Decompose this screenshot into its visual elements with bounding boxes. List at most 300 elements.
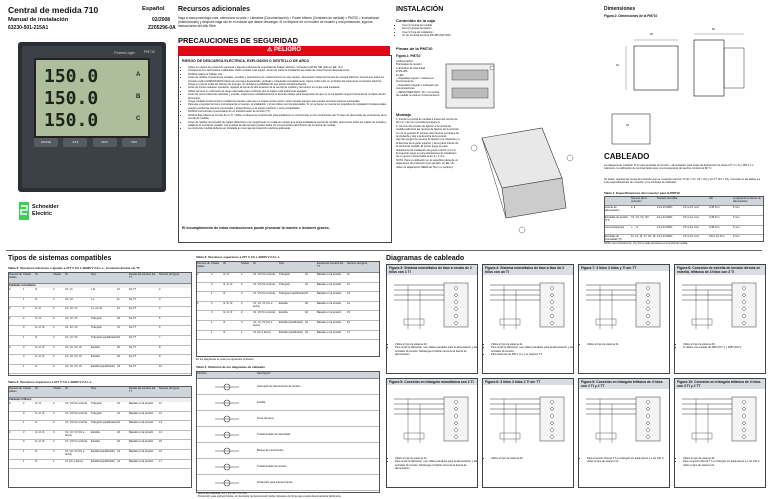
table-cell: 3 (211, 301, 213, 305)
cableado-note: Se deben respetar las tomas de precisión que se muestran para los TI (S1 = X1, S2 = X2) y los TT (P1 = P1). Consulte en las tablas 1 a 4 las especificaciones de conexión y los símbolos de cableado. (604, 178, 761, 185)
tabla1-header: Número de la conexión (631, 197, 647, 203)
table-cell: V1, V3 (V2 a tierra) (65, 402, 88, 405)
table-row (9, 412, 191, 422)
phase-label-a: A (136, 72, 141, 78)
table-cell: 3 (23, 430, 25, 434)
dim-depth: 50 (712, 28, 715, 31)
table-cell: 31 (117, 326, 120, 330)
symbol-description: Transformador de tensión (257, 465, 287, 468)
symbol-note: Protección para sobrecorriente: el interruptor de desconexión debe colocarse de forma que pueda desconectarse fácilmente. (198, 495, 342, 498)
pieza-item: —Parpadea irregular = indicación de comunicaciones (396, 83, 439, 91)
table-cell: Basado en la tensión (129, 440, 154, 444)
table-cell: V1, Vn (65, 288, 73, 291)
table-cell: 3 (211, 311, 213, 315)
table-cell: 1 (23, 335, 25, 339)
doc-date: 02/2008 (152, 17, 171, 23)
table-cell: 13 (347, 292, 350, 296)
table-cell: V1, V2 (65, 297, 73, 301)
wiring-symbol-icon (197, 414, 257, 424)
wiring-symbol-icon (197, 462, 257, 472)
page-divider (6, 250, 762, 251)
dim-height: 92 (616, 64, 619, 67)
wiring-diagram (578, 264, 670, 374)
tabla3b: Número de cables Chasis ID Chasis ID Tipo Escala del primario del TT Número de figura 3 2 I1, I3 2 V1, V3 (V2 a tierra) Triángulo 31 Basado en la tensión 11 3 I1, I2, I3 2 V1, V3 (V2 a tierra) Triángulo 31 Basado en la tensión 12 1 I1 2 V1, V3 (V2 a tierra) Triángulo (equilibrado) 32 Basado en la tensión 13 4 3 I1, I2, I3 3 V1, V2, V3 (Vn a tierra) Estrella 40 Basado en la tensión 14 3 I1, I2, I3 2 V1, V3 (Vn a tierra) Estrella 42 Basado en la tensión 15 1 I1 3 V1, V2, V3 (Vn a tierra) Estrella (equilibrado) 44 Basado en la tensión 16 1 I1 1 V1 (Vn a tierra) Estrella (equilibrado) 44 Basado en la tensión 17 (196, 261, 380, 357)
cableado-intro: La categoría de medición III es para entradas de tensión y alimentación para redes de distribución de hasta 277 V L-N y 480 V L-L. Asimismo, la calibración de terminal debe tener una temperatura de servicio mínima de 80 °C. (604, 164, 755, 171)
device-button-min[interactable]: MIN (122, 138, 146, 147)
wiring-schematic (580, 393, 668, 453)
table-row: Entradas de intensidad (TI) 11, 12, 13, 17, 18, 19 12 a 24 AWG 2,5 a 4,0 mm² 0,8 a 1,0 N·m 6 mm (605, 235, 740, 241)
table-row (9, 336, 191, 346)
table-cell: Triángulo (91, 316, 102, 320)
table-cell: 15 (159, 440, 162, 444)
wiring-schematic (484, 279, 572, 339)
table-cell: 31 (117, 402, 120, 405)
table-row (9, 355, 191, 365)
table-cell: Basado en la tensión (129, 421, 154, 425)
wiring-note: • Utilice el tipo de sistema 31. (587, 343, 671, 346)
table-cell: I1, I3 (35, 316, 41, 320)
table-cell: Basado en la tensión (129, 449, 154, 453)
table-cell: 1 (53, 459, 55, 463)
table-cell: 6 (159, 326, 161, 330)
tabla1-caption: Tabla 1: Especificaciones del conector para la PM710 (604, 191, 680, 195)
table-cell: Basado en la tensión (129, 430, 154, 434)
table-cell: 11 (159, 402, 162, 405)
wiring-schematic (580, 279, 668, 339)
table-cell (197, 331, 211, 340)
table-cell: V1, V2, V3 (Vn a tierra) (253, 301, 273, 308)
table-cell: 2 (53, 297, 55, 301)
table-cell: I1, I3 (223, 273, 229, 276)
table-cell: Basado en la tensión (317, 282, 342, 286)
table-cell: Basado en la tensión (317, 273, 342, 276)
table-cell: Triángulo (91, 411, 102, 415)
wiring-diagram-notes (389, 457, 479, 471)
symbol-description: Interruptor de desconexión de tensión (257, 385, 301, 388)
table-cell: V1, V2, V3 (Vn a tierra) (65, 430, 85, 437)
table-cell: V1, V2, V3, Vn (65, 364, 83, 368)
wiring-note: • Utilice el tipo de sistema 11. (491, 343, 575, 346)
meter-rear-figure (442, 60, 500, 112)
table-cell: 30 (117, 316, 120, 320)
table-cell: 31 (305, 282, 308, 286)
table-row (9, 431, 191, 441)
table-cell (9, 421, 23, 430)
table-cell: 1 (23, 297, 25, 301)
danger-item: • Antes de realizar inspecciones visuales, pruebas y operaciones de mantenimiento en este equipo, desconecte todas las fuentes de energía eléctrica. Asuma que todos los circuitos están ALIMENTADOS hasta que los haya desactivado, probado y etiquetado completamente. Fíjese sobre todo en el diseño del sistema de suministro eléctrico. Tenga en cuenta todas las fuentes de energía, sin olvidar la posibilidad de que exista retroalimentación. (188, 76, 388, 86)
table-cell: 2 (241, 273, 243, 276)
table-cell: Basado en la tensión (317, 292, 342, 296)
symbols-note: En los diagramas se usan los siguientes símbolos: (196, 358, 255, 361)
table-cell: 2 (23, 402, 25, 405)
table-row (9, 298, 191, 308)
table-cell: 2 (241, 282, 243, 286)
table-cell: V1, V3 (V2 a tierra) (253, 273, 276, 276)
table-cell: I1 (35, 449, 38, 453)
table-cell: 32 (117, 421, 120, 425)
contenido-item: • Una (1) central de medida (402, 24, 502, 27)
table-cell: 4 (9, 345, 11, 349)
table-cell: No TT (129, 364, 137, 368)
table-cell: I1 (35, 288, 38, 291)
table-cell: V1, V3 (V2 a tierra) (253, 282, 276, 286)
tabla2-caption: Tabla 2: Tensiones inferiores o iguales a 277 V CA L-N/480 V CA L-L. Conexión directa sin TT (8, 266, 140, 270)
display-row-3: 150.0 (44, 110, 99, 131)
pieza-item: —Parpadea regular = sistema en funcionamiento (396, 77, 435, 84)
table-cell: 12 (347, 282, 350, 286)
table-cell: 3 (159, 297, 161, 301)
table-cell: 4 (197, 301, 199, 305)
table-cell: 44 (117, 364, 120, 368)
dimensiones-title: Dimensiones (604, 6, 636, 12)
table-cell: 10 (117, 288, 120, 291)
tabla3: Número de cables Chasis ID Chasis ID Tipo Escala del primario del TT Número de figura Cableado trifásico 3 2 I1, I3 2 V1, V3 (V2 a tierra) Triángulo 31 Basado en la tensión 11 3 I1, I2, I3 2 V1, V3 (V2 a tierra) Triángulo 31 Basado en la tensión 12 1 I1 2 V1, V3 (V2 a tierra) Triángulo (equilibrado) 32 Basado en la tensión 13 4 3 I1, I2, I3 3 V1, V2, V3 (Vn a tierra) Estrella 40 Basado en la tensión 14 3 I1, I2, I3 2 V1, V3 (Vn a tierra) Estrella 42 Basado en la tensión 15 1 I1 3 V1, V2, V3 (Vn a tierra) Estrella (equilibrado) 44 Basado en la tensión 16 1 I1 1 V1 (Vn a tierra) Estrella (equilibrado) 44 Basado en la tensión 17 (8, 386, 192, 488)
contenido-item: • Una (1) hoja de instalación (402, 31, 502, 34)
table-cell: I1 (35, 364, 38, 368)
table-cell: 44 (117, 459, 120, 463)
wiring-note: • Para omitir la distorsión, use cables paralelos para la alimentación y las entradas de tensión. Mantenga el fusible cerca de la fuente de alimentación. (395, 460, 479, 470)
table-cell: 2 (23, 316, 25, 320)
table-cell: 31 (117, 411, 120, 415)
montaje-step: NOTA: Para su utilización en la superficie plana de un alojamiento de protección (por ejemplo, en EE. UU. utilice un alojamiento NEMA de Tipo 1 o superior). (396, 158, 458, 169)
table-cell: I1 (223, 330, 226, 334)
table-row (9, 317, 191, 327)
table-cell: 42 (117, 440, 120, 444)
table-cell (9, 298, 23, 307)
pieza-item: D RS-485 (396, 70, 408, 74)
table-row (9, 421, 191, 431)
danger-item: • NUNCA deje abierto el circuito de un TI. Utilice un bloque de cortocircuito para establecer un cortocircuito en los conductores del TI antes de desmontar las conexiones de la central de medida. (188, 114, 388, 121)
pieza-item: B Entradas de tensión (396, 63, 422, 67)
wiring-diagram-notes (485, 457, 575, 460)
table-cell: 2 (9, 288, 11, 291)
wiring-note: • Utilice el tipo de sistema 10. (395, 343, 479, 346)
table-cell: 5 (159, 316, 161, 320)
table-row (197, 283, 379, 293)
table-cell: Basado en la tensión (317, 320, 342, 324)
wiring-note: • Para conexión directa TT en triángulo sin aislamiento L-L de 120 V, utilice el tipo de sistema 31. (683, 460, 767, 467)
wiring-symbol-icon (197, 430, 257, 440)
wiring-note: • Utilice el tipo de sistema 40. (683, 343, 767, 346)
power-meter-image (18, 42, 166, 192)
table-cell: 8 (159, 345, 161, 349)
table-cell: I1, I2, I3 (35, 440, 45, 444)
wiring-schematic (388, 279, 476, 339)
table-cell: L-L con N (91, 307, 103, 311)
table-cell: I1, I2, I3 (223, 311, 233, 315)
table-cell: I1 (223, 320, 226, 324)
table-cell: 44 (305, 330, 308, 334)
danger-item: • Utilice un equipo de protección personal y siga las prácticas de seguridad de trabajo eléctrico. Consulte la NFPA 70E (sólo en EE. UU.). (188, 66, 388, 69)
table-cell (9, 450, 23, 459)
table-cell: 3 (211, 282, 213, 286)
table-row (9, 402, 191, 412)
recursos-title: Recursos adicionales (178, 6, 250, 13)
tabla3b-caption: Tabla 3: Tensiones superiores a 277 V CA L-N/480 V CA L-L (196, 255, 281, 259)
table-row (197, 273, 379, 283)
table-cell: I1, I2, I3 (35, 326, 45, 330)
table-cell: Triángulo (279, 273, 290, 276)
table-cell: 17 (159, 459, 162, 463)
table-cell: I1 (35, 459, 38, 463)
table-row (9, 346, 191, 356)
dim-width: 96 (650, 33, 653, 36)
tabla4-caption: Tabla 4: Símbolos de los diagramas de cableado (196, 365, 265, 369)
table-cell: 1 (211, 292, 213, 296)
table-cell: 3 (23, 345, 25, 349)
table-cell: 2 (241, 292, 243, 296)
tabla1-header: Tamaño del cable (657, 197, 678, 200)
tabla1-header: Longitud de la fuente de alimentación (733, 197, 761, 203)
piezas-list (396, 60, 440, 97)
table-cell: Estrella (91, 440, 100, 444)
table-row (197, 331, 379, 341)
symbol-row (197, 427, 379, 443)
table-cell: I1 (35, 297, 38, 301)
table-cell (9, 326, 23, 335)
wiring-note: • Utilice el tipo de sistema 12. (395, 457, 479, 460)
table-cell: 40 (305, 301, 308, 305)
symbol-note: Marca de polaridad. S1 = X1, S2 = X2, etc. (198, 492, 248, 495)
table-cell: Basado en la tensión (129, 459, 154, 463)
device-display (34, 58, 150, 138)
table-cell: 16 (159, 449, 162, 453)
tabla1-header: Par (709, 197, 714, 200)
doc-code: 63230-501-215A1 (8, 25, 49, 31)
table-cell (9, 355, 23, 364)
table-cell: I1, I2, I3 (35, 411, 45, 415)
precauciones-title: PRECAUCIONES DE SEGURIDAD (178, 36, 299, 45)
table-cell: I1, I2, I3 (35, 355, 45, 359)
table-cell: 3 (53, 355, 55, 359)
table-cell: 3 (53, 345, 55, 349)
table-cell: 1 (23, 421, 25, 425)
table-cell: 2 (211, 273, 213, 276)
wiring-diagram-title: Figura 8: Conexión de estrella de tensión directa en estrella, trifásica de 4 hilos con 3 TI (675, 265, 765, 275)
contenido-item: • Un (1) terminal de línea RS-485 (MCT2W) (402, 34, 502, 37)
tabla4: Símbolo Descripción Interruptor de desconexión de tensión Fusible Toma de tierra Transformador de intensidad Bloque de cortocircuito Transformador de tensión Protección para sobrecorriente Marca de polaridad. S1 = X1, S2 = X2, etc. Protección para sobrecorriente: el interruptor de desconexión debe colocarse de forma que pueda desconectarse fácilmente. (196, 371, 380, 493)
table-cell (9, 365, 23, 374)
table-cell: 3 (241, 301, 243, 305)
tabla2-section: Cableado monofásico (9, 284, 191, 288)
montaje-title: Montaje (396, 112, 412, 117)
table-cell: 3 (23, 326, 25, 330)
table-cell: 40 (117, 345, 120, 349)
piezas-title: Piezas de la PM710 (396, 46, 433, 51)
table-cell: Estrella (equilibrado) (91, 459, 115, 463)
wiring-diagram-title: Figura 9: Conexión en triángulo trifásica de 3 hilos con 2 TI y 2 TT (579, 379, 669, 389)
table-cell: 14 (159, 430, 162, 434)
table-cell: 3 (9, 316, 11, 320)
table-cell: 4 (159, 307, 161, 311)
table-cell: V1, V2, V3 (Vn a tierra) (253, 320, 273, 327)
wiring-diagram-title: Figura 3: Sistema monofásico de fase a neutro de 2 hilos con 1 TI (387, 265, 477, 275)
symbol-description: Bloque de cortocircuito (257, 449, 284, 452)
danger-risk: RIESGO DE DESCARGA ELÉCTRICA, EXPLOSIÓN O DESTELLO DE ARCO (182, 59, 310, 63)
table-cell: 40 (117, 430, 120, 434)
table-cell: 3 (53, 430, 55, 434)
montaje-step: 1. Inserte la central de medida a través del recorte de 92 mm x 92 mm (consulte la Figura 2). (396, 118, 458, 125)
instalacion-title: INSTALACIÓN (396, 6, 444, 13)
danger-item: • Antes de realizar una prueba de rigidez dieléctrica o de megóhmetro en cualquier equipo que tenga instalada la central de medida, desconecte todos los cables de entrada y salida de la central de medida. Las pruebas de alta tensión pueden dañar los componentes electrónicos de la central de medida. (188, 121, 388, 128)
tipos-title: Tipos de sistemas compatibles (8, 255, 112, 262)
device-button-max[interactable]: MAX (93, 138, 117, 147)
danger-item: • NUNCA cortocircuite el secundario de un transformador de tensión (TT). (188, 110, 388, 113)
wiring-note: • Utilice el tipo de sistema 31. (683, 457, 767, 460)
table-cell: 2 (53, 411, 55, 415)
contenido-list (396, 24, 502, 38)
table-cell: 15 (347, 311, 350, 315)
table-cell: V1 (Vn a tierra) (65, 459, 83, 463)
wiring-schematic (676, 393, 764, 453)
wiring-diagram (386, 378, 478, 488)
table-cell: 11 (347, 273, 350, 276)
table-cell: Basado en la tensión (317, 330, 342, 334)
table-cell: Triángulo (279, 282, 290, 286)
wiring-schematic (484, 393, 572, 453)
table-cell: V1, V2, V3 (65, 335, 78, 339)
table-cell: Estrella (equilibrado) (91, 449, 115, 453)
table-cell: 12 (159, 411, 162, 415)
table-cell: 3 (9, 402, 11, 405)
phase-label-b: B (136, 94, 141, 100)
tabla2: Número de cables Chasis ID Chasis ID Tipo Escala del primario del TT Número de figura Cableado monofásico 2 1 I1 2 V1, Vn L-N 10 No TT 2 1 I1 2 V1, V2 L-L 11 No TT 3 3 2 I1, I2 3 V1, V2, Vn L-L con N 12 No TT 4 3 2 I1, I3 3 V1, V2, V3 Triángulo 30 No TT 5 3 I1, I2, I3 3 V1, V2, V3 Triángulo 31 No TT 6 1 I1 3 V1, V2, V3 Triángulo (equilibrado) 32 No TT 7 4 3 I1, I2, I3 3 V1, V2, V3, Vn Estrella 40 No TT 8 3 I1, I2, I3 3 V1, V2, V3, Vn Estrella 40 No TT 9 1 I1 3 V1, V2, V3, Vn Estrella (equilibrado) 44 No TT 10 (8, 272, 192, 376)
device-button-phase[interactable]: PHASE (34, 138, 58, 147)
table-row: Comunicaciones +, -, S 12 a 24 AWG 2,5 a 4,0 mm² 0,48 N·m 6 mm (605, 226, 763, 235)
table-cell: No TT (129, 307, 137, 311)
wiring-diagram-notes (485, 343, 575, 357)
table-cell: I1 (35, 335, 38, 339)
danger-item: • Antes de iniciar cualquier operación, apague la fuente de alimentación de la central de medida y del equipo en el que está instalada. (188, 86, 388, 89)
table-cell: V1, V3 (Vn a tierra) (65, 440, 88, 444)
montaje-step: Hay dos juegos de ranuras de fijación a la izquierda y a la derecha de la parte superior y de la parte inferior de la central de medida. El primer juego es para ubicaciones de instalación de grosor inferior a 3 mm. (396, 138, 460, 152)
table-cell: Basado en la tensión (129, 411, 154, 415)
danger-list (182, 66, 388, 131)
table-cell (9, 460, 23, 469)
table-cell (197, 311, 211, 320)
table-cell: 2 (53, 288, 55, 291)
table-row (9, 326, 191, 336)
table-cell: 2 (53, 440, 55, 444)
doc-title: Central de medida 710 (8, 5, 99, 15)
table-cell: No TT (129, 297, 137, 301)
doc-ref: Z205296-0A (148, 25, 176, 31)
table-cell: Triángulo (equilibrado) (91, 421, 117, 425)
table-cell: Estrella (91, 430, 100, 434)
table-cell: Basado en la tensión (129, 402, 154, 405)
contenido-title: Contenido de la caja (396, 18, 435, 23)
table-cell: I1 (35, 421, 38, 425)
pieza-item: —DESCONECTADO: Sin = la central de medida no está en funcionamiento (396, 90, 440, 98)
wiring-diagram-notes (677, 343, 767, 350)
table-cell: 3 (53, 326, 55, 330)
wiring-note: • Para omitir la distorsión, use cables paralelos para la alimentación y las entradas de tensión. Mantenga el fusible cerca de la fuente de alimentación. (395, 346, 479, 356)
table-cell: Triángulo (equilibrado) (279, 292, 305, 296)
table-cell: 2 (53, 421, 55, 425)
table-cell: 1 (23, 459, 25, 463)
doc-language: Español (142, 6, 165, 12)
wiring-diagram (674, 264, 766, 374)
wiring-diagram (674, 378, 766, 488)
table-cell: 12 (117, 307, 120, 311)
cableado-title: CABLEADO (604, 152, 650, 161)
pieza-item: C Entradas de intensidad (396, 66, 426, 70)
table-row (9, 365, 191, 375)
phase-label-c: C (136, 116, 141, 122)
table-row: Fuente de alimentación 1, 2 12 a 24 AWG 2,5 a 4,0 mm² 0,48 N·m 6 mm (605, 206, 763, 216)
table-cell: 1 (241, 330, 243, 334)
table-cell: 1 (23, 364, 25, 368)
device-button-2[interactable]: 2/13 (63, 138, 87, 147)
table-cell: V1, V2, Vn (65, 307, 78, 311)
symbol-row (197, 475, 379, 491)
wiring-diagram-notes (389, 343, 479, 357)
table-cell (197, 283, 211, 292)
table-cell: V1, V2, V3 (65, 316, 78, 320)
table-cell: 3 (241, 320, 243, 324)
table-cell: No TT (129, 355, 137, 359)
danger-warning: El incumplimiento de estas instrucciones puede provocar la muerte o lesiones graves. (182, 226, 330, 230)
symbol-description: Protección para sobrecorriente (257, 481, 293, 484)
wiring-note: • Para omitir la distorsión, use cables paralelos para la alimentación y las entradas de tensión. (491, 346, 575, 353)
table-cell: Estrella (279, 311, 288, 315)
table-row (197, 292, 379, 302)
table-cell: I1, I2, I3 (223, 282, 233, 286)
table-cell: L-N (91, 288, 96, 291)
table-cell: I1, I2, I3 (35, 430, 45, 434)
symbol-row (197, 395, 379, 411)
wiring-note: • Para conexión directa TT en triángulo sin aislamiento L-L de 120 V, utilice el tipo de sistema 31. (587, 457, 671, 464)
table-cell: 3 (23, 411, 25, 415)
table-cell (9, 336, 23, 345)
table-cell: I1, I3 (35, 402, 41, 405)
wiring-symbol-icon (197, 478, 257, 488)
table-cell: V1, V2, V3 (Vn a tierra) (65, 449, 85, 456)
table-cell: L-L (91, 297, 95, 301)
table-cell: 3 (53, 307, 55, 311)
table-cell: Basado en la tensión (317, 301, 342, 305)
table-cell: 13 (159, 421, 162, 425)
table-cell: Estrella (279, 301, 288, 305)
symbol-row (197, 459, 379, 475)
pieza-item: E LED (396, 73, 404, 77)
wiring-diagram-title: Figura 6: 3 hilos 3 hilos 2 TI sin TT (483, 379, 573, 385)
table-cell: Estrella (equilibrado) (279, 320, 303, 324)
danger-item: • Antes de cerrar todas las cubiertas y puertas, inspeccione cuidadosamente el área de trabajo para asegurarse de que no se ha dejado ninguna herramienta ni objeto dentro del equipo. (188, 93, 388, 100)
wiring-symbol-icon (197, 398, 257, 408)
table-cell: 1 (23, 449, 25, 453)
wiring-note: • Si utiliza una entrada de 480Y/277 V y 208Y/120 V. (683, 346, 767, 349)
table-cell: Estrella (91, 355, 100, 359)
table-cell: I1, I2, I3 (35, 345, 45, 349)
table-cell: 44 (117, 449, 120, 453)
table-cell: 2 (23, 307, 25, 311)
table-cell: 11 (117, 297, 120, 301)
symbol-description: Fusible (257, 401, 266, 404)
danger-item: • Utilice siempre un voltímetro de rango adecuado para confirmar que el equipo está totalmente apagado. (188, 90, 388, 93)
table-cell: 3 (53, 364, 55, 368)
table-cell: No TT (129, 326, 137, 330)
wiring-diagram-notes (677, 457, 767, 467)
table-cell: 1 (23, 288, 25, 291)
table-cell: 3 (53, 316, 55, 320)
display-row-2: 150.0 (44, 88, 99, 109)
table-cell: 31 (305, 273, 308, 276)
wiring-diagram (482, 378, 574, 488)
table-cell: 3 (197, 273, 199, 276)
dimensions-figure (604, 20, 760, 150)
table-cell: 3 (23, 355, 25, 359)
